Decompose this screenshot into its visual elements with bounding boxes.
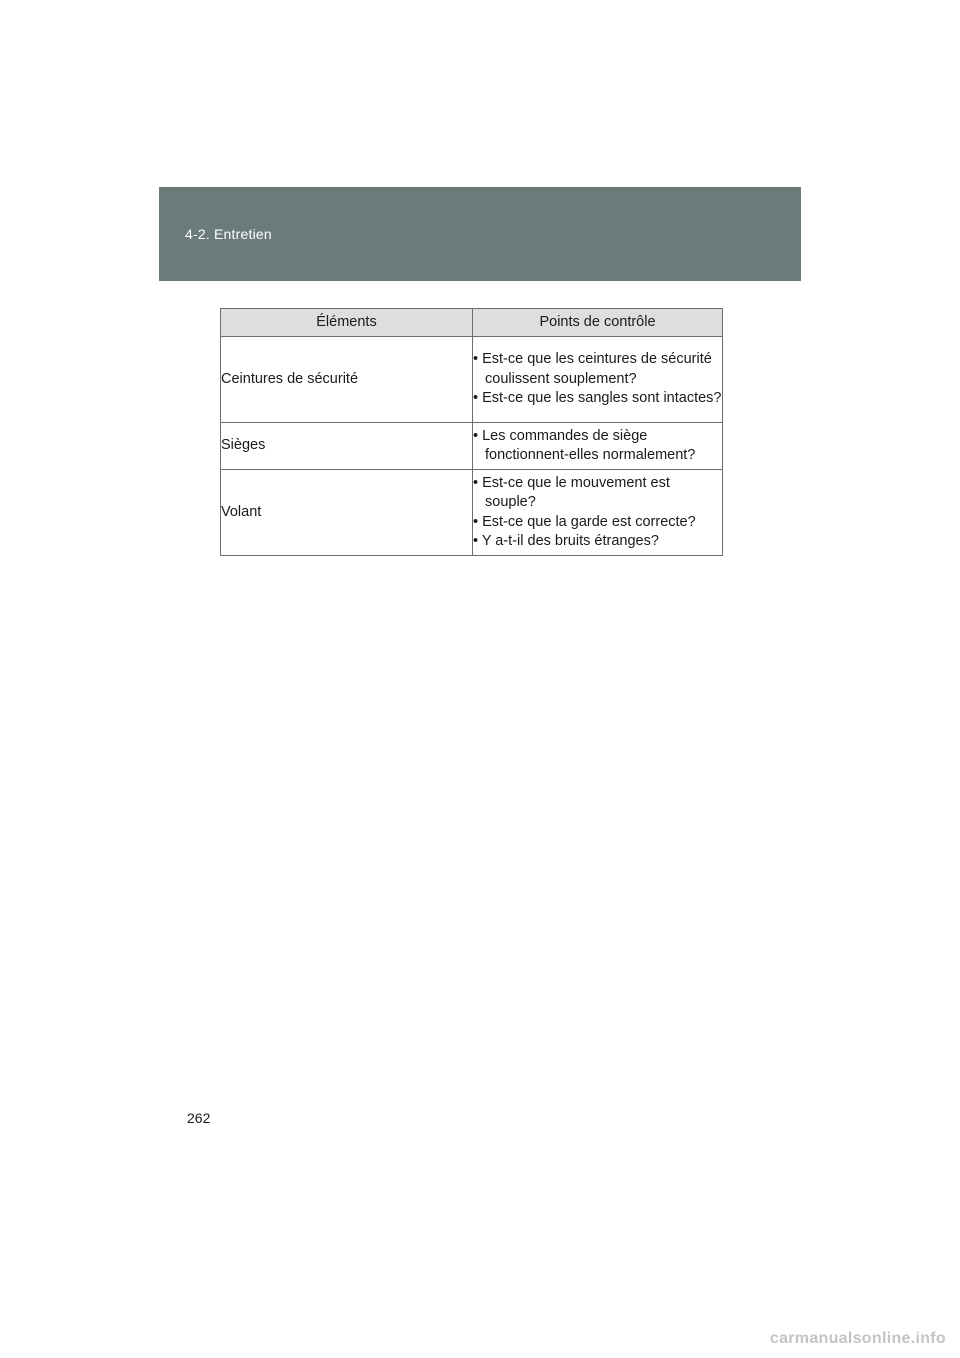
item-cell: Volant	[221, 470, 473, 556]
column-header-check-points: Points de contrôle	[473, 309, 723, 337]
item-cell: Ceintures de sécurité	[221, 337, 473, 423]
inspection-table	[220, 308, 723, 556]
table-row	[221, 337, 723, 423]
check-point: • Est-ce que la garde est correcte?	[473, 513, 696, 530]
watermark-text: carmanualsonline.info	[769, 1330, 946, 1347]
column-header-items: Éléments	[221, 309, 473, 337]
page-number: 262	[187, 1110, 211, 1126]
check-point: • Y a-t-il des bruits étranges?	[473, 533, 659, 549]
check-point: • Les commandes de siège fonctionnent-elles normalement?	[473, 427, 696, 463]
check-point: • Est-ce que les sangles sont intactes?	[473, 390, 722, 407]
table-header-row	[221, 309, 723, 337]
section-title: 4-2. Entretien	[185, 226, 272, 242]
table-row	[221, 470, 723, 556]
check-point: • Est-ce que le mouvement est souple?	[473, 474, 670, 510]
item-cell: Sièges	[221, 423, 473, 470]
table-row	[221, 423, 723, 470]
check-points-cell	[473, 423, 723, 470]
chapter-header-band	[159, 187, 801, 281]
check-points-cell	[473, 470, 723, 556]
check-points-cell	[473, 337, 723, 423]
check-point: • Est-ce que les ceintures de sécurité coulissent souplement?	[473, 351, 712, 387]
